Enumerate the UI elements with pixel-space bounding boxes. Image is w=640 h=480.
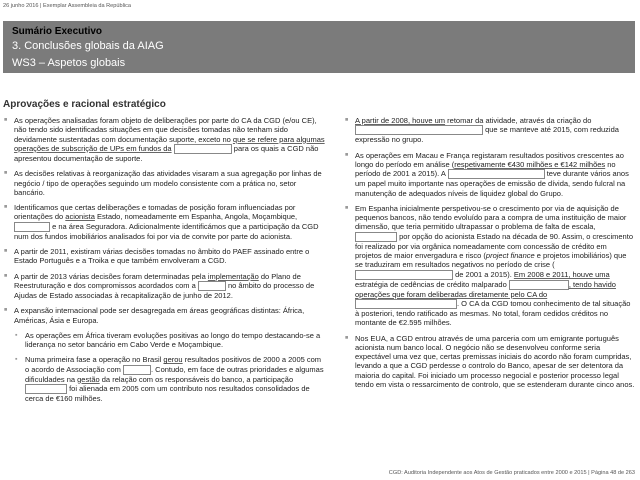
right-column (345, 116, 635, 395)
redaction-box (25, 384, 67, 394)
bullet-item: ■ As operações em Macau e França registaram resultados positivos crescentes ao longo do período em análise (respetivamente €430 milhões e €142 milhões no período de 2001 a 2015). A teve durante vários anos um papel muito importante nas operações de emissão de dívida, sendo fulcral na manutenção de adequados níveis de liquidez global do Grupo. (345, 151, 635, 198)
document-topline: 26 junho 2016 | Exemplar Assembleia da República (3, 3, 132, 9)
redaction-box (198, 281, 226, 291)
left-column (4, 116, 327, 409)
bullet-item: ■ As decisões relativas à reorganização das atividades visaram a sua agregação por linhas de negócio / tipo de operações seguindo um modelo consistente com a prática no, setor bancário. (4, 169, 327, 197)
bullet-item: ■ Em Espanha inicialmente perspetivou-se o crescimento por via de aquisição de pequenos bancos, não tendo evoluído para a compra de uma instituição de maior dimensão, que teria permitido ultrapassar o problema de falta de escala, por opção do acionista Estado na década de 90. Assim, o crescimento foi realizado por via orgânica nomeadamente com concessão de crédito em projetos de maior envergadura e risco (project finance e projetos imobiliários) que se traduziram em resultados negativos no período de crise ( de 2001 a 2015). Em 2008 e 2011, houve uma estratégia de cedências de crédito malparado , tendo havido operações que foram deliberadas diretamente pelo CA do . O CA da CGD tomou conhecimento de tal situação à posteriori, tendo ratificado as mesmas. No total, foram cedidos créditos no montante de €2.595 milhões. (345, 204, 635, 328)
redaction-box (14, 222, 50, 232)
section-title: Aprovações e racional estratégico (3, 99, 166, 110)
redaction-box (355, 232, 397, 242)
bullet-item: ■ A partir de 2008, houve um retomar da atividade, através da criação do que se manteve até 2015, com reduzida expressão no grupo. (345, 116, 635, 145)
sub-bullet-item: ▪ As operações em África tiveram evoluções positivas ao longo do tempo destacando-se a liderança no setor bancário em Cabo Verde e Moçambique. (15, 331, 327, 350)
redaction-box (355, 270, 453, 280)
bullet-item: ■ A expansão internacional pode ser desagregada em áreas geográficas distintas: África, Américas, Ásia e Europa. (4, 306, 327, 325)
bullet-item: ■ Nos EUA, a CGD entrou através de uma parceria com um emigrante português acionista num banco local. O negócio não se desenvolveu conforme seria expectável uma vez que, certas premissas iniciais do acordo não foram cumpridas, levando a que a CGD perdesse o controlo do Banco, apesar de ser detentora da maioria do capital. Foi iniciado um processo negocial e posterior processo legal tendo em vista o ressarcimento de controlo, que se estenderam durante cinco anos. (345, 334, 635, 390)
header-banner (3, 21, 635, 73)
summary-label: Sumário Executivo (12, 26, 103, 37)
bullet-item: ■ Identificamos que certas deliberações e tomadas de posição foram influenciadas por orientações do acionista Estado, nomeadamente em Espanha, Angola, Moçambique, e na área Seguradora. Adicionalmente identificámos que a participação da CGD num dos fundos imobiliários analisados foi por via de convite por parte do acionista. (4, 203, 327, 241)
redaction-box (509, 280, 569, 290)
subchapter-title: WS3 – Aspetos globais (12, 57, 126, 69)
redaction-box (355, 125, 483, 135)
page-footer: CGD: Auditoria Independente aos Atos de Gestão praticados entre 2000 e 2015 | Página 48 de 263 (388, 470, 635, 476)
redaction-box (355, 299, 457, 309)
bullet-item: ■ As operações analisadas foram objeto de deliberações por parte do CA da CGD (e/ou CE), não tendo sido identificadas situações em que decisões tomadas não tenham sido devidamente sustentadas com documentação suporte, exceto no que se refere para algumas operações de subscrição de UPs em fundos da para os quais a CGD não apresentou documentação de suporte. (4, 116, 327, 163)
redaction-box (123, 365, 151, 375)
bullet-item: ■ A partir de 2011, existiram várias decisões tomadas no âmbito do PAEF assinado entre o Estado Português e a Troika e que também envolveram a CGD. (4, 247, 327, 266)
bullet-item: ■ A partir de 2013 várias decisões foram determinadas pela implementação do Plano de Reestruturação e dos compromissos acordados com a no âmbito do processo de Ajudas de Estado associadas à recapitalização de junho de 2012. (4, 272, 327, 301)
redaction-box (448, 169, 545, 179)
chapter-title: 3. Conclusões globais da AIAG (12, 40, 164, 52)
redaction-box (174, 144, 232, 154)
sub-bullet-item: ▪ Numa primeira fase a operação no Brasil gerou resultados positivos de 2000 a 2005 com o acordo de Associação com . Contudo, em face de outras prioridades e algumas dificuldades na gestão da relação com os responsáveis do banco, a participação foi alienada em 2005 com um contributo nos resultados consolidados de cerca de €160 milhões. (15, 355, 327, 403)
